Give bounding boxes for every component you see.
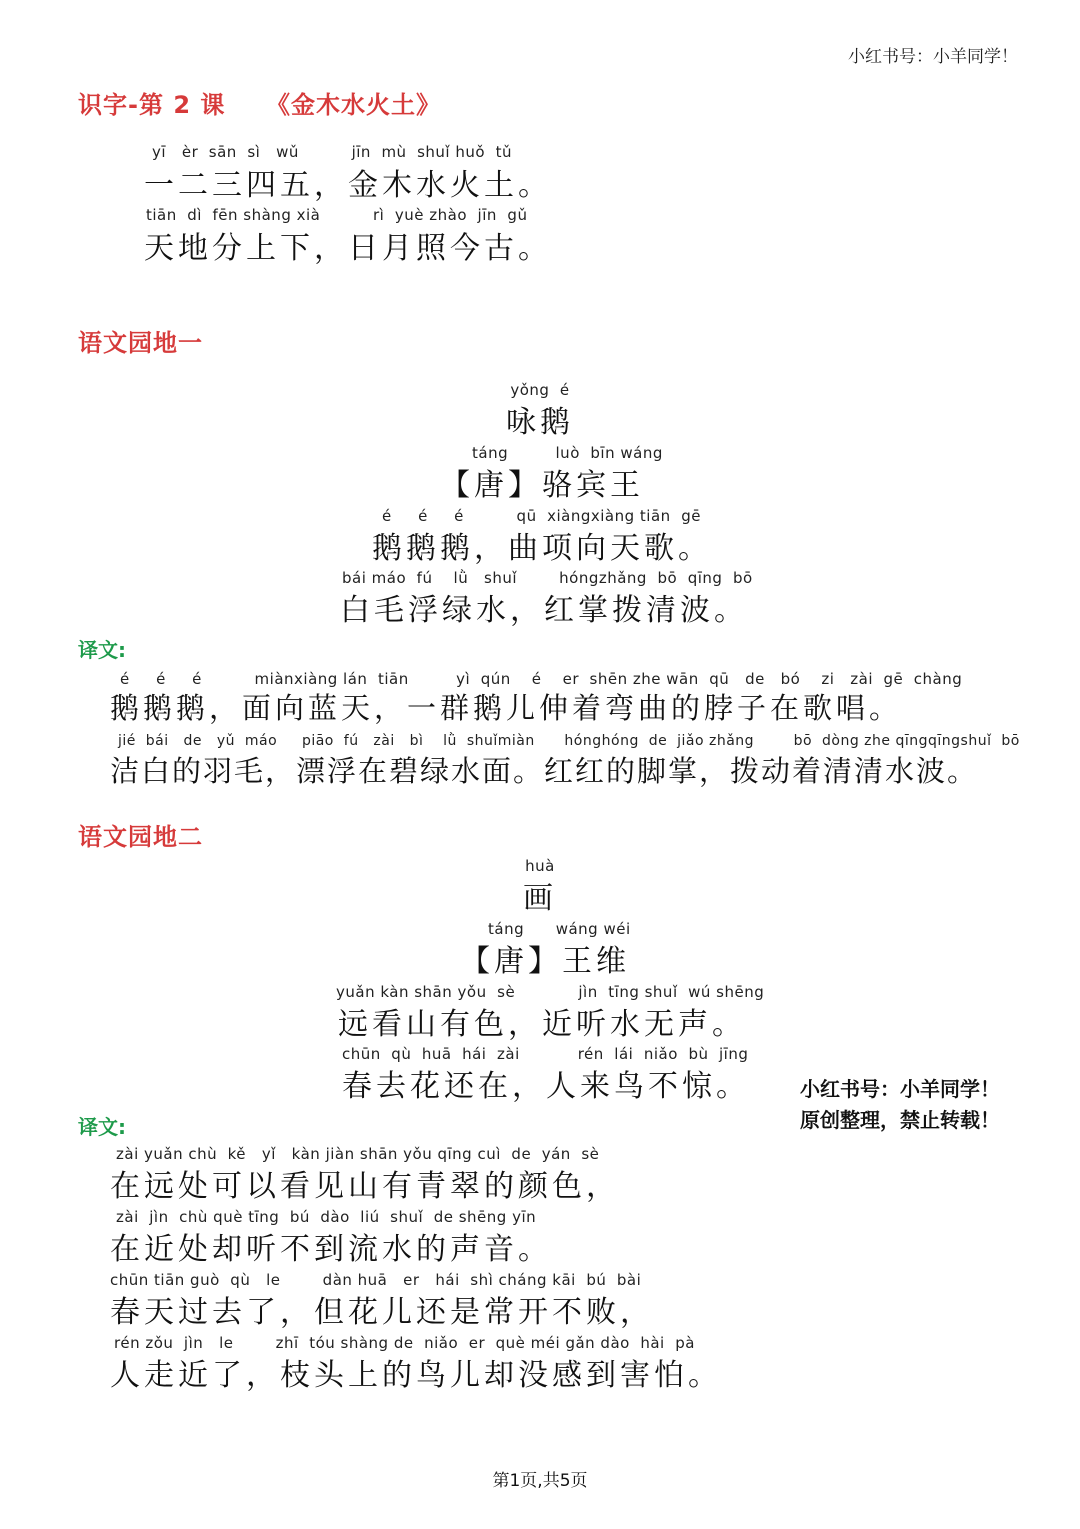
author-pinyin: táng wáng wéi <box>488 920 631 938</box>
pinyin-line: tiān dì fēn shàng xià rì yuè zhào jīn gǔ <box>146 206 528 224</box>
pinyin-line: é é é miànxiàng lán tiān yì qún é er shēn zhe wān qū de bó zi zài gē chàng <box>120 670 963 688</box>
poem-title-pinyin: yǒng é <box>510 381 570 399</box>
translation-line: 人走近了，枝头上的鸟儿却没感到害怕。 <box>110 1358 722 1393</box>
poem-line: 春去花还在，人来鸟不惊。 <box>342 1069 750 1104</box>
section-heading: 语文园地一 <box>78 329 203 357</box>
watermark-stamp: 原创整理，禁止转载！ <box>800 1108 1000 1132</box>
poem-title: 咏鹅 <box>506 405 574 440</box>
poem-line: 白毛浮绿水，红掌拨清波。 <box>340 593 748 628</box>
watermark-top: 小红书号：小羊同学！ <box>848 47 1018 67</box>
translation-line: 春天过去了，但花儿还是常开不败， <box>110 1295 654 1330</box>
page-footer: 第1页,共5页 <box>492 1471 588 1491</box>
translation-line: 洁白的羽毛，漂浮在碧绿水面。红红的脚掌，拨动着清清水波。 <box>110 754 979 788</box>
translation-line: 在远处可以看见山有青翠的颜色， <box>110 1169 620 1204</box>
lesson-title: 《金木水火土》 <box>266 91 441 119</box>
translation-label: 译文: <box>78 638 126 662</box>
pinyin-line: jié bái de yǔ máo piāo fú zài bì lǜ shuǐmiàn hónghóng de jiǎo zhǎng bō dòng zhe qīngqīngshuǐ bō <box>118 733 1020 749</box>
hanzi-line: 天地分上下，日月照今古。 <box>144 231 552 266</box>
pinyin-line: zài jìn chù què tīng bú dào liú shuǐ de shēng yīn <box>116 1208 537 1226</box>
lesson-heading: 识字-第 2 课 <box>78 91 226 119</box>
translation-line: 鹅鹅鹅，面向蓝天，一群鹅儿伸着弯曲的脖子在歌唱。 <box>110 691 903 725</box>
pinyin-line: zài yuǎn chù kě yǐ kàn jiàn shān yǒu qīng cuì de yán sè <box>116 1145 600 1163</box>
translation-label: 译文: <box>78 1115 126 1139</box>
poem-title: 画 <box>523 881 557 916</box>
pinyin-line: é é é qū xiàngxiàng tiān gē <box>382 507 701 525</box>
pinyin-line: yī èr sān sì wǔ jīn mù shuǐ huǒ tǔ <box>152 143 512 161</box>
poem-line: 远看山有色，近听水无声。 <box>338 1007 746 1042</box>
pinyin-line: chūn qù huā hái zài rén lái niǎo bù jīng <box>342 1045 749 1063</box>
pinyin-line: rén zǒu jìn le zhī tóu shàng de niǎo er què méi gǎn dào hài pà <box>114 1334 695 1352</box>
poem-author: 【唐】王维 <box>460 944 630 979</box>
author-pinyin: táng luò bīn wáng <box>472 444 663 462</box>
hanzi-line: 一二三四五，金木水火土。 <box>144 168 552 203</box>
pinyin-line: yuǎn kàn shān yǒu sè jìn tīng shuǐ wú shēng <box>336 983 765 1001</box>
pinyin-line: bái máo fú lǜ shuǐ hóngzhǎng bō qīng bō <box>342 569 753 587</box>
poem-author: 【唐】骆宾王 <box>440 468 644 503</box>
poem-line: 鹅鹅鹅，曲项向天歌。 <box>372 531 712 566</box>
section-heading: 语文园地二 <box>78 823 203 851</box>
pinyin-line: chūn tiān guò qù le dàn huā er hái shì cháng kāi bú bài <box>110 1271 642 1289</box>
watermark-stamp: 小红书号：小羊同学！ <box>800 1077 1000 1101</box>
translation-line: 在近处却听不到流水的声音。 <box>110 1232 552 1267</box>
poem-title-pinyin: huà <box>525 857 555 875</box>
